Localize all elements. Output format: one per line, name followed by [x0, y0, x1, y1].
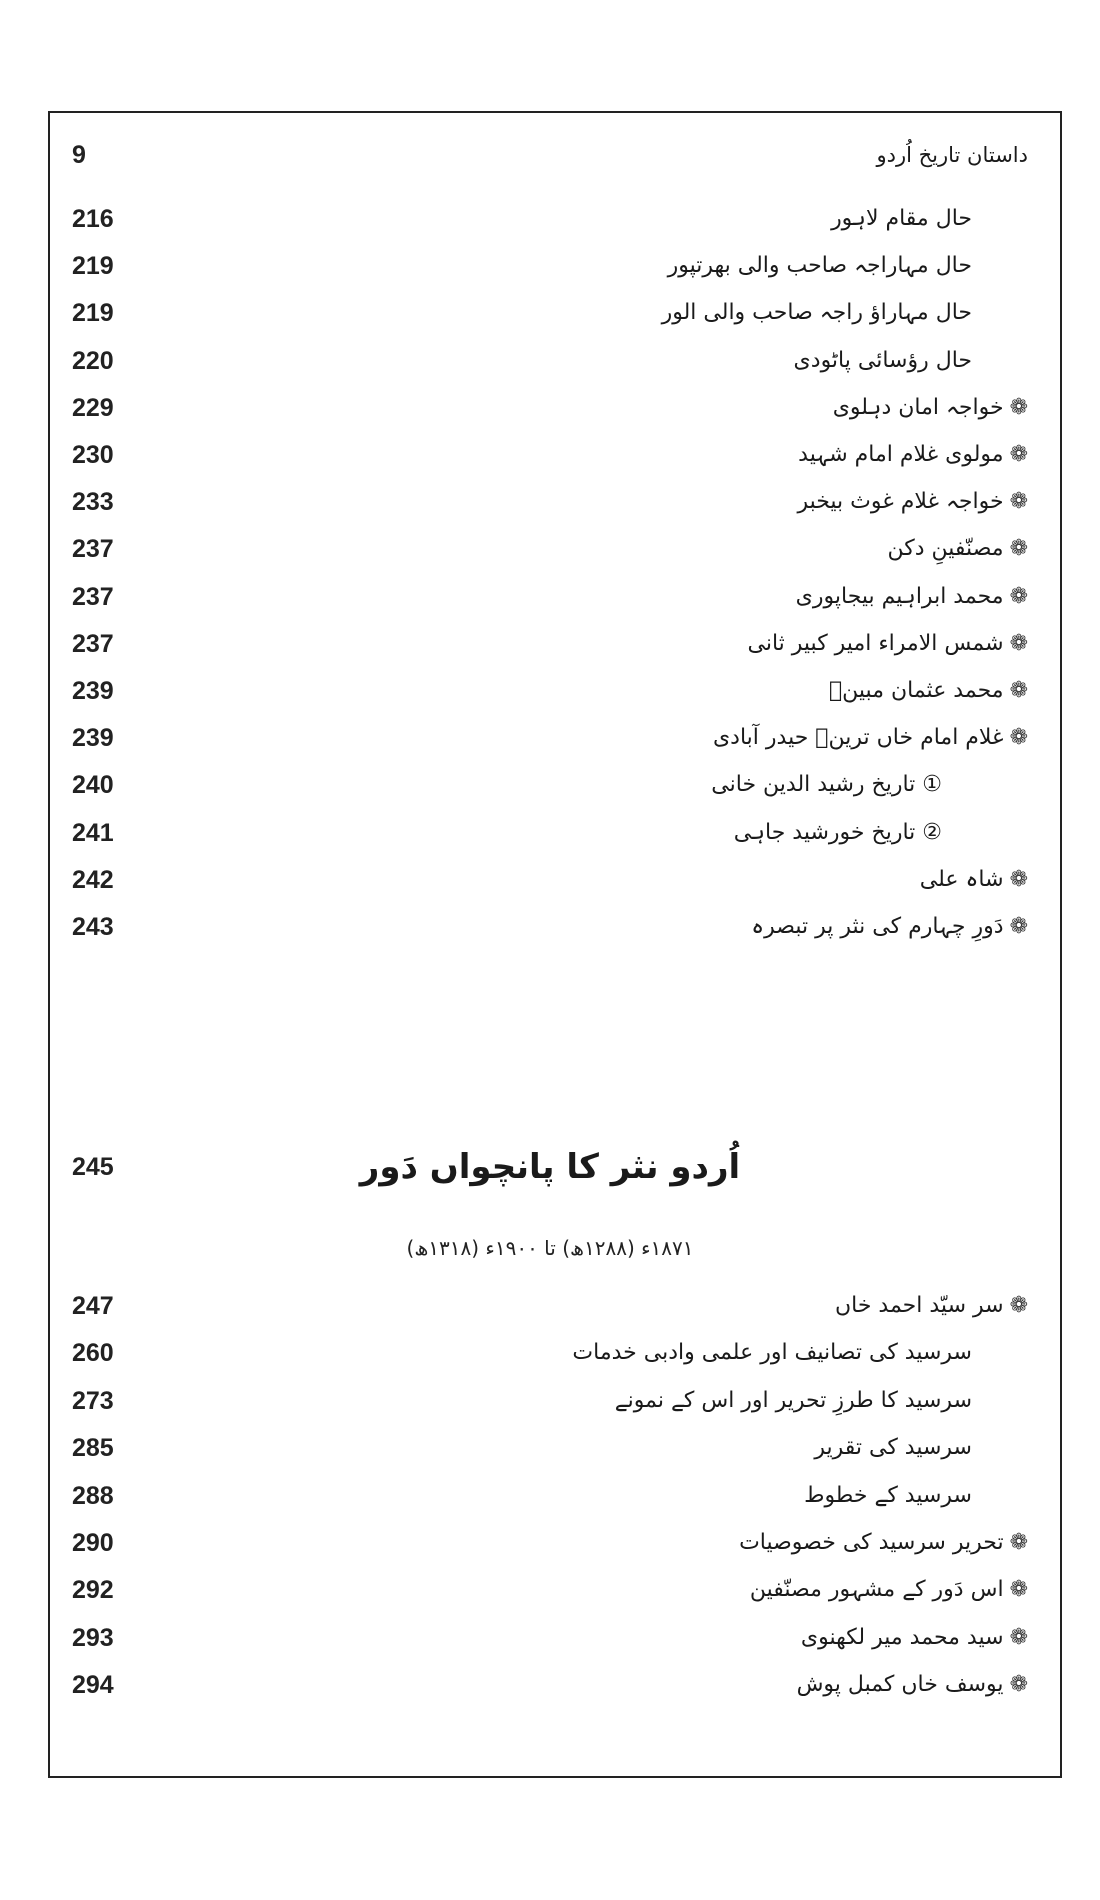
toc-entry-title — [668, 244, 972, 288]
toc-entry-page: 243 — [72, 913, 114, 941]
toc-entry-page: 239 — [72, 677, 114, 705]
toc-entry[interactable] — [72, 1568, 1028, 1612]
toc-entry-label: محمد ابراہیم بیجاپوری — [795, 583, 1004, 609]
toc-entry-title — [662, 291, 972, 335]
toc-entry-title — [748, 622, 1029, 666]
toc-entry-label: دَورِ چہارم کی نثر پر تبصرہ — [751, 914, 1004, 939]
toc-entry[interactable] — [72, 622, 1028, 666]
toc-entry-label: شمس الامراء امیر کبیر ثانی — [747, 630, 1004, 656]
toc-entry-page: 293 — [72, 1623, 114, 1652]
toc-entry-title — [713, 716, 1028, 760]
flower-bullet-icon: ❁ — [1009, 1624, 1028, 1650]
toc-entry-page: 294 — [72, 1671, 114, 1700]
toc-entry-title — [739, 1521, 1028, 1565]
toc-entry-title — [798, 433, 1028, 477]
toc-entry[interactable] — [72, 669, 1028, 713]
toc-entry[interactable] — [72, 1521, 1028, 1565]
toc-entry-label: محمد عثمان مبینؔ — [828, 678, 1004, 703]
toc-entry-page: 237 — [72, 582, 114, 611]
page-header — [72, 133, 1028, 177]
toc-entry-page: 288 — [72, 1481, 114, 1510]
toc-entry[interactable] — [72, 858, 1028, 902]
toc-entry[interactable] — [72, 527, 1028, 571]
toc-entry-label: سرسید کے خطوط — [804, 1482, 972, 1508]
toc-entry-label: تحریر سرسید کی خصوصیات — [739, 1530, 1004, 1555]
flower-bullet-icon: ❁ — [1009, 866, 1028, 892]
toc-entry-label: خواجہ امان دہلوی — [832, 394, 1004, 420]
flower-bullet-icon: ❁ — [1009, 394, 1028, 420]
toc-entry-title — [814, 1426, 972, 1470]
toc-entry-label: سرسید کی تقریر — [814, 1435, 972, 1461]
toc-entry-title — [794, 339, 972, 383]
toc-entry[interactable] — [72, 1284, 1028, 1328]
toc-entry-label: خواجہ غلام غوث بیخبر — [797, 489, 1004, 515]
toc-entry[interactable] — [72, 763, 1028, 807]
flower-bullet-icon: ❁ — [1009, 678, 1028, 703]
flower-bullet-icon: ❁ — [1009, 1530, 1028, 1555]
toc-entry-page: 273 — [72, 1386, 114, 1415]
toc-entry-page: 290 — [72, 1529, 114, 1557]
toc-entry[interactable] — [72, 1663, 1028, 1707]
toc-entry[interactable] — [72, 386, 1028, 430]
toc-entry-label: حال مہاراؤ راجہ صاحب والی الور — [661, 300, 972, 326]
toc-entry-page: 219 — [72, 299, 114, 328]
toc-entry-page: 233 — [72, 488, 114, 517]
toc-entry[interactable] — [72, 480, 1028, 524]
toc-entry-label: حال مقام لاہور — [831, 206, 972, 231]
page-number: 9 — [72, 141, 86, 169]
toc-entry-label: غلام امام خاں ترینؔ حیدر آبادی — [712, 725, 1004, 751]
toc-entry-page: 241 — [72, 818, 114, 847]
toc-entry-title — [751, 905, 1028, 949]
toc-entry[interactable] — [72, 1379, 1028, 1423]
flower-bullet-icon: ❁ — [1009, 725, 1028, 751]
toc-entry[interactable] — [72, 1426, 1028, 1470]
section-page-number: 245 — [72, 1153, 114, 1181]
toc-entry-title — [797, 480, 1028, 524]
toc-entry[interactable] — [72, 1474, 1028, 1518]
toc-entry-title — [920, 858, 1028, 902]
toc-entry-title — [796, 575, 1028, 619]
toc-entry-label: سر سیّد احمد خاں — [834, 1293, 1004, 1318]
toc-entry-page: 237 — [72, 535, 114, 564]
toc-entry-title — [804, 1474, 972, 1518]
toc-entry-label: ① تاریخ رشید الدین خانی — [711, 772, 942, 798]
toc-entry-title — [833, 386, 1028, 430]
toc-entry[interactable] — [72, 1616, 1028, 1660]
toc-entry-title — [572, 1331, 972, 1375]
toc-entry-label: مصنّفینِ دکن — [887, 536, 1004, 562]
toc-entry-title — [734, 811, 942, 855]
toc-entry-label: ② تاریخ خورشید جاہی — [733, 819, 942, 845]
flower-bullet-icon: ❁ — [1009, 630, 1028, 656]
toc-entry-page: 237 — [72, 629, 114, 658]
toc-entry-page: 247 — [72, 1292, 114, 1320]
toc-entry[interactable] — [72, 575, 1028, 619]
toc-entry[interactable] — [72, 197, 1028, 241]
toc-entry-label: سرسید کا طرزِ تحریر اور اس کے نمونے — [614, 1387, 972, 1413]
toc-entry-title — [888, 527, 1028, 571]
toc-entry-label: حال مہاراجہ صاحب والی بھرتپور — [667, 253, 972, 279]
toc-entry-label: حال رؤسائی پاٹودی — [793, 347, 972, 373]
toc-entry[interactable] — [72, 905, 1028, 949]
toc-entry-title — [797, 1663, 1028, 1707]
section-heading-row — [72, 1141, 1028, 1193]
toc-entry-page: 285 — [72, 1434, 114, 1463]
section-date-range: ۱۸۷۱ء (۱۲۸۸ھ) تا ۱۹۰۰ء (۱۳۱۸ھ) — [406, 1236, 694, 1260]
toc-entry-title — [750, 1568, 1028, 1612]
flower-bullet-icon: ❁ — [1009, 1672, 1028, 1698]
flower-bullet-icon: ❁ — [1009, 1577, 1028, 1603]
toc-entry-page: 260 — [72, 1339, 114, 1368]
toc-entry-label: سید محمد میر لکھنوی — [800, 1624, 1004, 1650]
toc-entry[interactable] — [72, 244, 1028, 288]
toc-entry[interactable] — [72, 1331, 1028, 1375]
toc-entry-page: 230 — [72, 441, 114, 469]
section-title: اُردو نثر کا پانچواں دَور — [359, 1147, 741, 1187]
flower-bullet-icon: ❁ — [1009, 914, 1028, 939]
toc-entry-page: 240 — [72, 771, 114, 800]
toc-entry[interactable] — [72, 716, 1028, 760]
toc-entry-page: 229 — [72, 393, 114, 422]
toc-entry-title — [835, 1284, 1028, 1328]
toc-entry-page: 239 — [72, 724, 114, 753]
toc-entry-title — [711, 763, 942, 807]
toc-entry[interactable] — [72, 811, 1028, 855]
flower-bullet-icon: ❁ — [1009, 536, 1028, 562]
toc-entry-title — [615, 1379, 972, 1423]
toc-entry-label: شاہ علی — [919, 866, 1004, 892]
running-title: داستان تاریخ اُردو — [876, 143, 1028, 167]
toc-entry-page: 219 — [72, 252, 114, 281]
toc-entry-label: سرسید کی تصانیف اور علمی وادبی خدمات — [572, 1340, 972, 1366]
toc-entry-page: 216 — [72, 205, 114, 233]
toc-entry-page: 220 — [72, 346, 114, 375]
toc-entry-label: یوسف خاں کمبل پوش — [796, 1672, 1004, 1698]
flower-bullet-icon: ❁ — [1009, 489, 1028, 515]
toc-entry-title — [801, 1616, 1028, 1660]
toc-entry-label: اس دَور کے مشہور مصنّفین — [749, 1577, 1004, 1603]
flower-bullet-icon: ❁ — [1009, 442, 1028, 467]
toc-entry-label: مولوی غلام امام شہید — [798, 442, 1004, 467]
toc-entry[interactable] — [72, 291, 1028, 335]
flower-bullet-icon: ❁ — [1009, 583, 1028, 609]
toc-entry-page: 242 — [72, 865, 114, 894]
toc-entry-page: 292 — [72, 1576, 114, 1605]
toc-entry-title — [831, 197, 972, 241]
toc-entry-title — [829, 669, 1028, 713]
toc-entry[interactable] — [72, 339, 1028, 383]
toc-entry[interactable] — [72, 433, 1028, 477]
flower-bullet-icon: ❁ — [1009, 1293, 1028, 1318]
